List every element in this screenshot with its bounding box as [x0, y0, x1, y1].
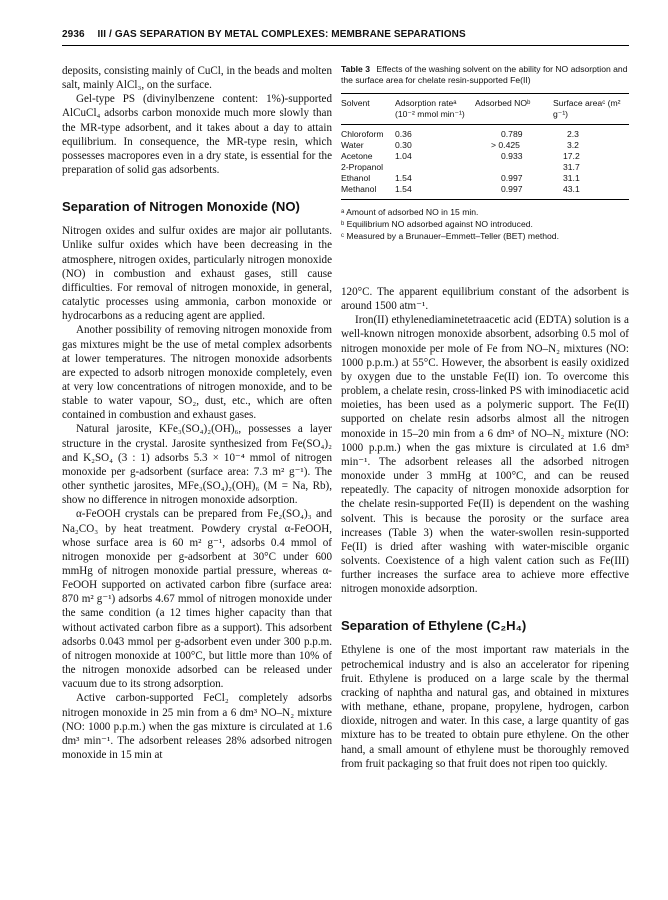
table-cell: Chloroform — [341, 129, 384, 139]
table-cell — [395, 162, 475, 173]
paragraph: 120°C. The apparent equilibrium constant of the adsorbent is around 1500 atm⁻¹. — [341, 286, 629, 313]
table-3 — [341, 64, 629, 242]
table-cell: 1.54 — [395, 184, 412, 194]
column-header: Surface areaᶜ (m² g⁻¹) — [553, 98, 621, 119]
paragraph: Another possibility of removing nitrogen monoxide from gas mixtures might be the use of metal complex adsorbents at lower temperatures. The nitrogen monoxide adsorbents are expected to adsorb nitrogen monoxide completely, even at very low concentrations of nitrogen monoxide, and to be stable to water vapour, SO₂, dust, etc., which are often contained in combustion and exhaust gases. — [62, 324, 332, 422]
paragraph: deposits, consisting mainly of CuCl, in the beads and molten salt, mainly AlCl₃, on the surface. — [62, 65, 332, 92]
data-table — [341, 93, 629, 200]
table-cell: 0.789 — [501, 129, 523, 139]
running-header — [62, 29, 629, 40]
column-header: Adsorbed NOᵇ — [475, 98, 531, 108]
paragraph: α-FeOOH crystals can be prepared from Fe₂(SO₄)₃ and Na₂CO₃ by heat treatment. Powdery crystal α-FeOOH, whose surface area is 60 m² g⁻¹, adsorbs 0.4 mmol of nitrogen monoxide per g-adsorbent at 30°C under 600 mmHg of nitrogen monoxide partial pressure, whereas α-FeOOH supported on activated carbon fibre (surface area: 870 m² g⁻¹) adsorbs 4.67 mmol of nitrogen monoxide under the same condition (a 12 times higher capacity than that without activated carbon fibre as a support). This adsorbent adsorbs 0.043 mmol per g-adsorbent even under 300 p.p.m. of nitrogen monoxide at 100°C, but little more than 10% of the nitrogen monoxide adsorbed can be released under vacuum due to its strong adsorption. — [62, 508, 332, 691]
table-cell: Ethanol — [341, 173, 371, 183]
table-cell: 2.3 — [567, 129, 579, 139]
column-header: Solvent — [341, 98, 370, 108]
table-cell: 0.36 — [395, 129, 412, 139]
table-cell: 0.997 — [501, 173, 523, 183]
table-cell: 0.30 — [395, 140, 412, 150]
table-label: Table 3 — [341, 64, 370, 74]
table-cell: 31.7 — [563, 162, 580, 172]
table-footnote: ᵃ Amount of adsorbed NO in 15 min. — [341, 207, 479, 217]
paragraph: Ethylene is one of the most important raw materials in the petrochemical industry and is also an accelerator for ripening fruit. Ethylene is produced on a large scale by the thermal cracking of naphtha and natural gas, and obtained in mixtures with methane, ethane, propane, propylene, hydrogen, carbon dioxide, nitrogen and water. In this case, a large quantity of gas mixture has to be treated to obtain pure ethylene. On the other hand, a small amount of ethylene must be thoroughly removed from fruit packaging so that fruit does not ripen too quickly. — [341, 644, 629, 770]
table-cell: 43.1 — [563, 184, 580, 194]
header-rule — [62, 45, 629, 46]
running-title: III / GAS SEPARATION BY METAL COMPLEXES: MEMBRANE SEPARATIONS — [97, 29, 466, 40]
table-footnote: ᵇ Equilibrium NO adsorbed against NO introduced. — [341, 219, 533, 229]
page-number: 2936 — [62, 29, 85, 40]
section-heading-ethylene: Separation of Ethylene (C₂H₄) — [341, 618, 527, 634]
table-cell: 0.933 — [501, 151, 523, 161]
table-footnotes — [341, 206, 629, 242]
table-row — [341, 151, 629, 162]
table-row — [341, 162, 629, 173]
table-cell: 17.2 — [563, 151, 580, 161]
paragraph: Active carbon-supported FeCl₂ completely adsorbs nitrogen monoxide in 25 min from a 6 dm³ NO–N₂ mixture (NO: 1000 p.p.m.) when the gas mixture is circulated at 1.6 dm³ min⁻¹. The adsorbent releases 28% adsorbed nitrogen monoxide in 15 min at — [62, 692, 332, 762]
table-cell: > 0.425 — [491, 140, 520, 150]
table-caption-text: Effects of the washing solvent on the ability for NO adsorption and the surface area for chelate resin-supported Fe(II) — [341, 64, 628, 85]
table-header-row — [341, 94, 629, 125]
table-cell: 2-Propanol — [341, 162, 384, 172]
table-row — [341, 140, 629, 151]
table-cell: 1.04 — [395, 151, 412, 161]
paragraph: Gel-type PS (divinylbenzene content: 1%)-supported AlCuCl₄ adsorbs carbon monoxide much more slowly than the MR-type adsorbent, and it takes about a day to attain equilibrium. In consequence, the MR-type resin, which possesses macropores even in a dry state, is essential for the preparation of solid gas adsorbents. — [62, 93, 332, 177]
paragraph: Natural jarosite, KFe₃(SO₄)₂(OH)₆, possesses a layer structure in the crystal. Jarosite synthesized from Fe(SO₄)₂ and K₂SO₄ (3 : 1) adsorbs 5.3 × 10⁻⁴ mmol of nitrogen monoxide per g-adsorbent (surface area: 7.3 m² g⁻¹). The other synthetic jarosites, MFe₃(SO₄)₂(OH)₆ (M = Na, Rb), show no difference in nitrogen monoxide adsorption. — [62, 423, 332, 507]
paragraph: Iron(II) ethylenediaminetetraacetic acid (EDTA) solution is a well-known nitrogen monoxide absorbent, adsorbing 0.5 mol of nitrogen monoxide per mole of Fe from NO–N₂ mixtures (NO: 1000 p.p.m.) at 55°C. However, the absorbent is easily oxidized by oxygen due to the unstable Fe(II) ion. To overcome this problem, a chelate resin, cross-linked PS with iminodiacetic acid moieties, has been used as a polymeric support. The Fe(II) supported on chelate resin adsorbs almost all the nitrogen monoxide in 15–20 min from a 6 dm³ of NO–N₂ mixture (NO: 1000 p.p.m.) when the gas mixture is circulated at 1.6 dm³ min⁻¹. The adsorbent releases all the adsorbed nitrogen monoxide under 3 mmHg at 100°C, and can be reused repeatedly. The capacity of nitrogen monoxide adsorption for the chelate resin-supported Fe(II) is dependent on the washing solvent. This is because the porosity or the surface area increases (Table 3) when the water-swollen resin-supported Fe(II) is dried after washing with water-miscible organic solvents. Coexistence of a high valent cation such as Fe(III) further increases the surface area to achieve more effective nitrogen monoxide adsorption. — [341, 314, 629, 596]
table-row — [341, 173, 629, 184]
column-header: Adsorption rateᵃ (10⁻² mmol min⁻¹) — [395, 98, 465, 119]
table-caption — [341, 64, 629, 86]
table-cell: Water — [341, 140, 364, 150]
table-footnote: ᶜ Measured by a Brunauer–Emmett–Teller (BET) method. — [341, 231, 559, 241]
table-cell: Methanol — [341, 184, 377, 194]
table-cell: 31.1 — [563, 173, 580, 183]
right-column — [341, 285, 629, 771]
section-heading-no: Separation of Nitrogen Monoxide (NO) — [62, 199, 300, 215]
table-cell: 0.997 — [501, 184, 523, 194]
table-cell: 3.2 — [567, 140, 579, 150]
table-cell: Acetone — [341, 151, 373, 161]
left-column — [62, 64, 332, 762]
table-row — [341, 184, 629, 200]
table-cell — [475, 162, 553, 173]
table-cell: 1.54 — [395, 173, 412, 183]
table-row — [341, 125, 629, 141]
paragraph: Nitrogen oxides and sulfur oxides are major air pollutants. Unlike sulfur oxides which have been decreasing in the atmosphere, nitrogen oxides, particularly nitrogen monoxide (NO) in combustion and exhaust gases, still cause difficulties. For removal of nitrogen monoxide, in general, catalytic processes using ammonia, carbon monoxide or hydrocarbons as a reducing agent are applied. — [62, 225, 332, 323]
